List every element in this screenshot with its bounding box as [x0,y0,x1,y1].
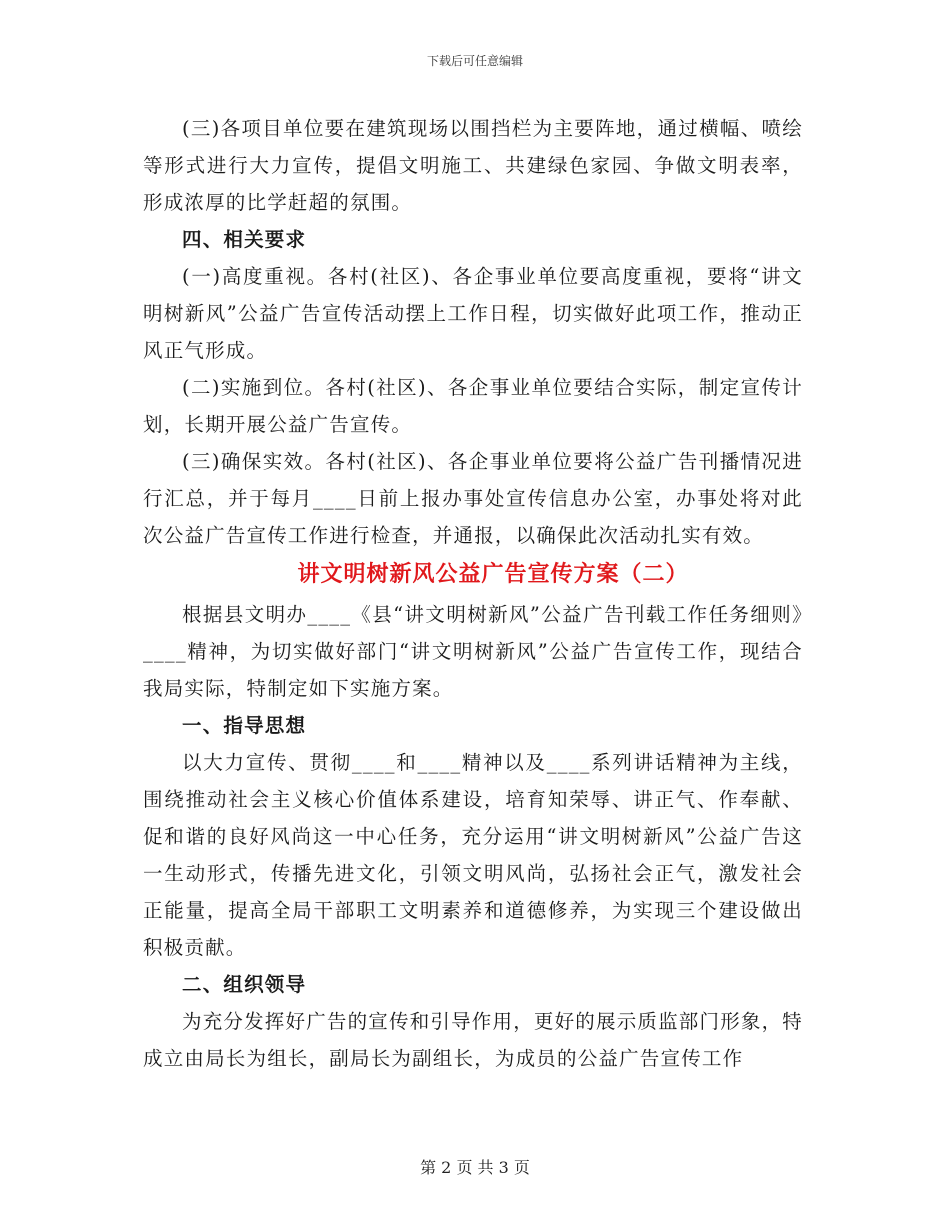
paragraph-guiding-ideology: 以大力宣传、贯彻____和____精神以及____系列讲话精神为主线，围绕推动社会主义核心价值体系建设，培育知荣辱、讲正气、作奉献、促和谐的良好风尚这一中心任务，充分运用“讲文明树新风”公益广告这一生动形式，传播先进文化，引领文明风尚，弘扬社会正气，激发社会正能量，提高全局干部职工文明素养和道德修养，为实现三个建设做出积极贡献。 [143,751,803,959]
paragraph-effectiveness: (三)确保实效。各村(社区)、各企事业单位要将公益广告刊播情况进行汇总，并于每月____日前上报办事处宣传信息办公室，办事处将对此次公益广告宣传工作进行检查，并通报，以确保此次活动扎实有效。 [143,450,803,547]
paragraph-intro: 根据县文明办____《县“讲文明树新风”公益广告刊载工作任务细则》____精神，为切实做好部门“讲文明树新风”公益广告宣传工作，现结合我局实际，特制定如下实施方案。 [143,603,803,700]
heading-guiding-ideology: 一、指导思想 [182,714,307,737]
page-number: 第 2 页 共 3 页 [420,1158,530,1177]
paragraph-implementation: (二)实施到位。各村(社区)、各企事业单位要结合实际，制定宣传计划，长期开展公益广告宣传。 [143,376,803,436]
paragraph-high-attention: (一)高度重视。各村(社区)、各企事业单位要高度重视，要将“讲文明树新风”公益广告宣传活动摆上工作日程，切实做好此项工作，推动正风正气形成。 [143,265,803,362]
section-title: 讲文明树新风公益广告宣传方案（二） [297,562,689,587]
header-note: 下载后可任意编辑 [426,54,523,68]
paragraph-item-3-publicity: (三)各项目单位要在建筑现场以围挡栏为主要阵地，通过横幅、喷绘等形式进行大力宣传，提倡文明施工、共建绿色家园、争做文明表率，形成浓厚的比学赶超的氛围。 [143,117,803,214]
paragraph-organization: 为充分发挥好广告的宣传和引导作用，更好的展示质监部门形象，特成立由局长为组长，副局长为副组长，为成员的公益广告宣传工作 [143,1010,804,1070]
document-body [143,110,803,1077]
heading-organization: 二、组织领导 [182,973,307,996]
heading-requirements: 四、相关要求 [182,228,307,251]
